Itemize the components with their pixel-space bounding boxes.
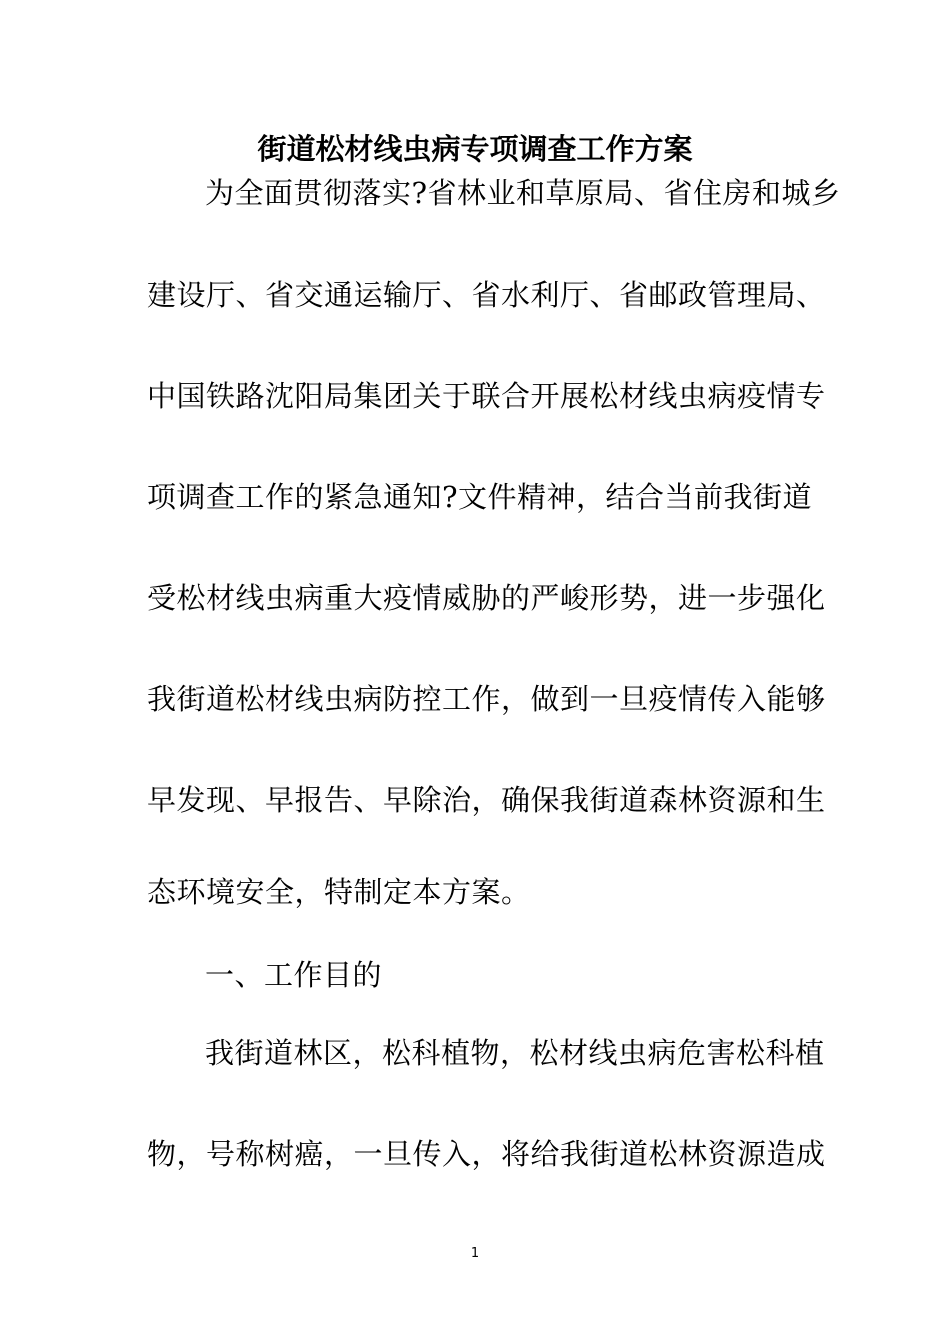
paragraph-line: 建设厅、省交通运输厅、省水利厅、省邮政管理局、 bbox=[147, 278, 826, 312]
paragraph-line: 物，号称树癌，一旦传入，将给我街道松林资源造成 bbox=[147, 1137, 826, 1171]
paragraph-line: 早发现、早报告、早除治，确保我街道森林资源和生 bbox=[147, 783, 826, 817]
paragraph-line: 态环境安全，特制定本方案。 bbox=[147, 875, 531, 909]
paragraph-line: 受松材线虫病重大疫情威胁的严峻形势，进一步强化 bbox=[147, 581, 826, 615]
paragraph-line: 中国铁路沈阳局集团关于联合开展松材线虫病疫情专 bbox=[147, 379, 826, 413]
section-heading: 一、工作目的 bbox=[205, 958, 383, 992]
page-number: 1 bbox=[470, 1246, 480, 1261]
paragraph-line: 我街道松材线虫病防控工作，做到一旦疫情传入能够 bbox=[147, 682, 826, 716]
paragraph-line: 我街道林区，松科植物，松材线虫病危害松科植 bbox=[205, 1036, 825, 1070]
paragraph-line: 项调查工作的紧急通知?文件精神，结合当前我街道 bbox=[147, 480, 813, 514]
document-title: 街道松材线虫病专项调查工作方案 bbox=[257, 132, 693, 166]
paragraph-line: 为全面贯彻落实?省林业和草原局、省住房和城乡 bbox=[205, 176, 841, 210]
